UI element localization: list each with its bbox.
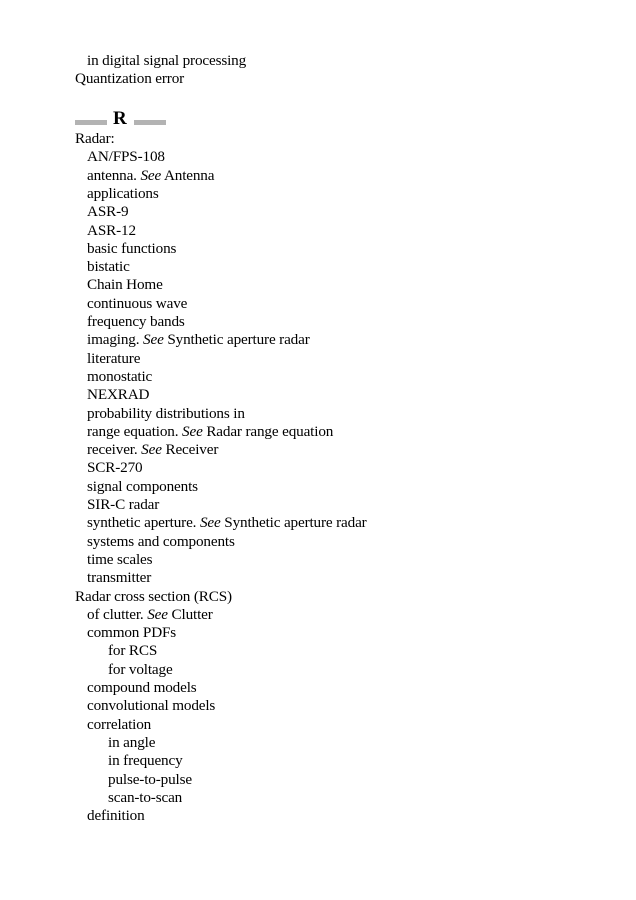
index-entry	[75, 130, 115, 148]
index-subentry	[87, 459, 143, 477]
see-reference: See	[182, 422, 203, 440]
cross-reference-target[interactable]: Synthetic aperture radar	[224, 514, 367, 532]
index-subsubentry	[108, 661, 173, 679]
see-reference: See	[140, 166, 162, 184]
index-subentry	[87, 222, 136, 240]
cross-reference-target[interactable]: Antenna	[163, 166, 215, 184]
index-subentry	[87, 441, 218, 459]
see-reference: See	[199, 514, 221, 532]
index-subentry	[87, 295, 187, 313]
index-subsubentry	[108, 789, 182, 807]
entry-text: receiver.	[87, 441, 138, 459]
entry-text: signal components	[87, 477, 198, 495]
index-subentry	[87, 313, 185, 331]
cross-reference-target[interactable]: Receiver	[165, 441, 219, 459]
entry-text: transmitter	[87, 569, 152, 587]
entry-text: scan-to-scan	[108, 788, 183, 806]
heading-bar-right	[134, 120, 166, 125]
index-subentry	[87, 569, 151, 587]
entry-text: literature	[87, 349, 141, 367]
entry-text: basic functions	[87, 239, 177, 257]
entry-text: convolutional models	[87, 697, 216, 715]
index-subentry	[87, 807, 145, 825]
index-subentry	[87, 331, 310, 349]
index-subsubentry	[108, 734, 155, 752]
entry-text: range equation.	[87, 422, 179, 440]
index-subsubentry	[108, 642, 157, 660]
index-subentry	[87, 423, 333, 441]
index-subentry	[87, 350, 140, 368]
entry-text: continuous wave	[87, 294, 188, 312]
entry-text: SIR-C radar	[87, 496, 160, 513]
index-subentry	[87, 624, 176, 642]
index-subentry	[87, 276, 163, 294]
entry-text: applications	[87, 184, 159, 202]
see-reference: See	[147, 605, 168, 623]
index-subentry	[87, 551, 152, 569]
entry-text: time scales	[87, 550, 153, 568]
index-subentry	[87, 478, 198, 496]
entry-text: in angle	[108, 733, 156, 751]
entry-text: ASR-9	[87, 203, 129, 221]
index-subentry	[87, 514, 367, 532]
index-subentry	[87, 167, 214, 185]
entry-text: for RCS	[108, 642, 158, 660]
cross-reference-target[interactable]: Synthetic aperture radar	[167, 331, 310, 349]
entry-text: probability distributions in	[87, 404, 245, 422]
entry-text: synthetic aperture.	[87, 514, 197, 532]
index-subsubentry	[108, 752, 183, 770]
entry-text: common PDFs	[87, 624, 177, 642]
entry-text: ASR-12	[87, 221, 136, 239]
entry-text: in digital signal processing	[87, 52, 247, 69]
index-subsubentry	[108, 771, 192, 789]
entry-text: Radar:	[75, 130, 115, 147]
entry-text: in frequency	[108, 752, 183, 770]
entry-text: Radar cross section (RCS)	[75, 587, 232, 605]
index-subentry	[87, 606, 213, 624]
index-subentry	[87, 533, 235, 551]
entry-text: bistatic	[87, 258, 130, 276]
index-subentry	[87, 679, 197, 697]
entry-text: monostatic	[87, 367, 153, 385]
entry-text: of clutter.	[87, 605, 144, 623]
index-subentry	[87, 697, 215, 715]
section-letter: R	[113, 108, 127, 129]
index-subentry	[87, 185, 159, 203]
index-subentry	[87, 240, 176, 258]
index-subentry	[87, 148, 165, 166]
entry-text: pulse-to-pulse	[108, 770, 192, 788]
entry-text: antenna.	[87, 166, 137, 184]
entry-text: frequency bands	[87, 313, 185, 330]
index-entry	[75, 70, 184, 88]
entry-text: imaging.	[87, 331, 140, 349]
index-subentry	[87, 203, 128, 221]
index-subentry	[87, 496, 159, 514]
index-subentry	[87, 405, 245, 423]
entry-text: systems and components	[87, 532, 235, 550]
cross-reference-target[interactable]: Radar range equation	[206, 422, 334, 440]
index-subentry	[87, 258, 130, 276]
entry-text: AN/FPS-108	[87, 148, 165, 166]
section-letter-heading	[75, 108, 175, 130]
index-subentry	[87, 368, 152, 386]
index-entry	[75, 588, 232, 606]
cross-reference-target[interactable]: Clutter	[171, 605, 213, 623]
entry-text: for voltage	[108, 660, 173, 678]
see-reference: See	[141, 441, 162, 459]
entry-text: compound models	[87, 679, 197, 696]
entry-text: definition	[87, 807, 145, 825]
entry-text: Chain Home	[87, 276, 163, 294]
index-subentry	[87, 52, 246, 70]
index-subentry	[87, 716, 151, 734]
index-subentry	[87, 386, 149, 404]
entry-text: correlation	[87, 715, 152, 733]
heading-bar-left	[75, 120, 107, 125]
entry-text: Quantization error	[75, 70, 185, 87]
entry-text: NEXRAD	[87, 386, 150, 404]
see-reference: See	[143, 331, 164, 349]
entry-text: SCR-270	[87, 459, 143, 477]
